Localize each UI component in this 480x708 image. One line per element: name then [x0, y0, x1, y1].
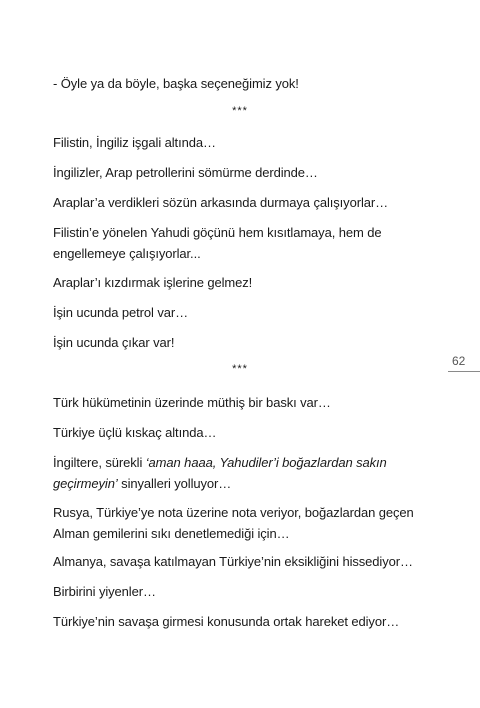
paragraph-text: Araplar’a verdikleri sözün arkasında durmaya çalışıyorlar…	[53, 195, 388, 210]
paragraph-11	[53, 452, 433, 494]
paragraph-text: İngiltere, sürekli	[53, 455, 146, 470]
paragraph-text: İşin ucunda petrol var…	[53, 305, 188, 320]
paragraph-5	[53, 222, 433, 264]
paragraph-8	[53, 332, 433, 353]
italic-quote: ‘aman haaa, Yahudiler’i boğazlardan sakın	[145, 455, 387, 470]
paragraph-text: Araplar’ı kızdırmak işlerine gelmez!	[53, 275, 253, 290]
paragraph-text: Türk hükümetinin üzerinde müthiş bir baskı var…	[53, 395, 331, 410]
paragraph-line	[53, 473, 433, 494]
paragraph-text: Birbirini yiyenler…	[53, 584, 156, 599]
paragraph-3	[53, 162, 433, 183]
paragraph-text: - Öyle ya da böyle, başka seçeneğimiz yok!	[53, 76, 299, 91]
italic-quote: geçirmeyin’	[53, 476, 118, 491]
section-separator: ***	[232, 105, 248, 117]
paragraph-9	[53, 392, 433, 413]
section-separator: ***	[232, 363, 248, 375]
paragraph-15	[53, 611, 433, 632]
paragraph-1	[53, 73, 433, 94]
paragraph-text: İngilizler, Arap petrollerini sömürme derdinde…	[53, 165, 318, 180]
paragraph-10	[53, 422, 433, 443]
paragraph-line: Alman gemilerini sıkı denetlemediği için…	[53, 526, 290, 541]
paragraph-6	[53, 272, 433, 293]
paragraph-text: Filistin, İngiliz işgali altında…	[53, 135, 216, 150]
paragraph-7	[53, 302, 433, 323]
paragraph-line: Rusya, Türkiye’ye nota üzerine nota veriyor, boğazlardan geçen	[53, 505, 414, 520]
paragraph-14	[53, 581, 433, 602]
paragraph-text: sinyalleri yolluyor…	[117, 476, 232, 491]
paragraph-line: Filistin’e yönelen Yahudi göçünü hem kısıtlamaya, hem de	[53, 225, 382, 240]
paragraph-text: Türkiye üçlü kıskaç altında…	[53, 425, 217, 440]
paragraph-12	[53, 502, 433, 544]
paragraph-4	[53, 192, 433, 213]
paragraph-text: Almanya, savaşa katılmayan Türkiye’nin eksikliğini hissediyor…	[53, 554, 413, 569]
paragraph-line: engellemeye çalışıyorlar...	[53, 246, 201, 261]
paragraph-13	[53, 551, 433, 572]
paragraph-text: İşin ucunda çıkar var!	[53, 335, 175, 350]
paragraph-line	[53, 452, 433, 473]
paragraph-2	[53, 132, 433, 153]
paragraph-text: Türkiye’nin savaşa girmesi konusunda ortak hareket ediyor…	[53, 614, 400, 629]
page-number: 62	[448, 354, 480, 372]
